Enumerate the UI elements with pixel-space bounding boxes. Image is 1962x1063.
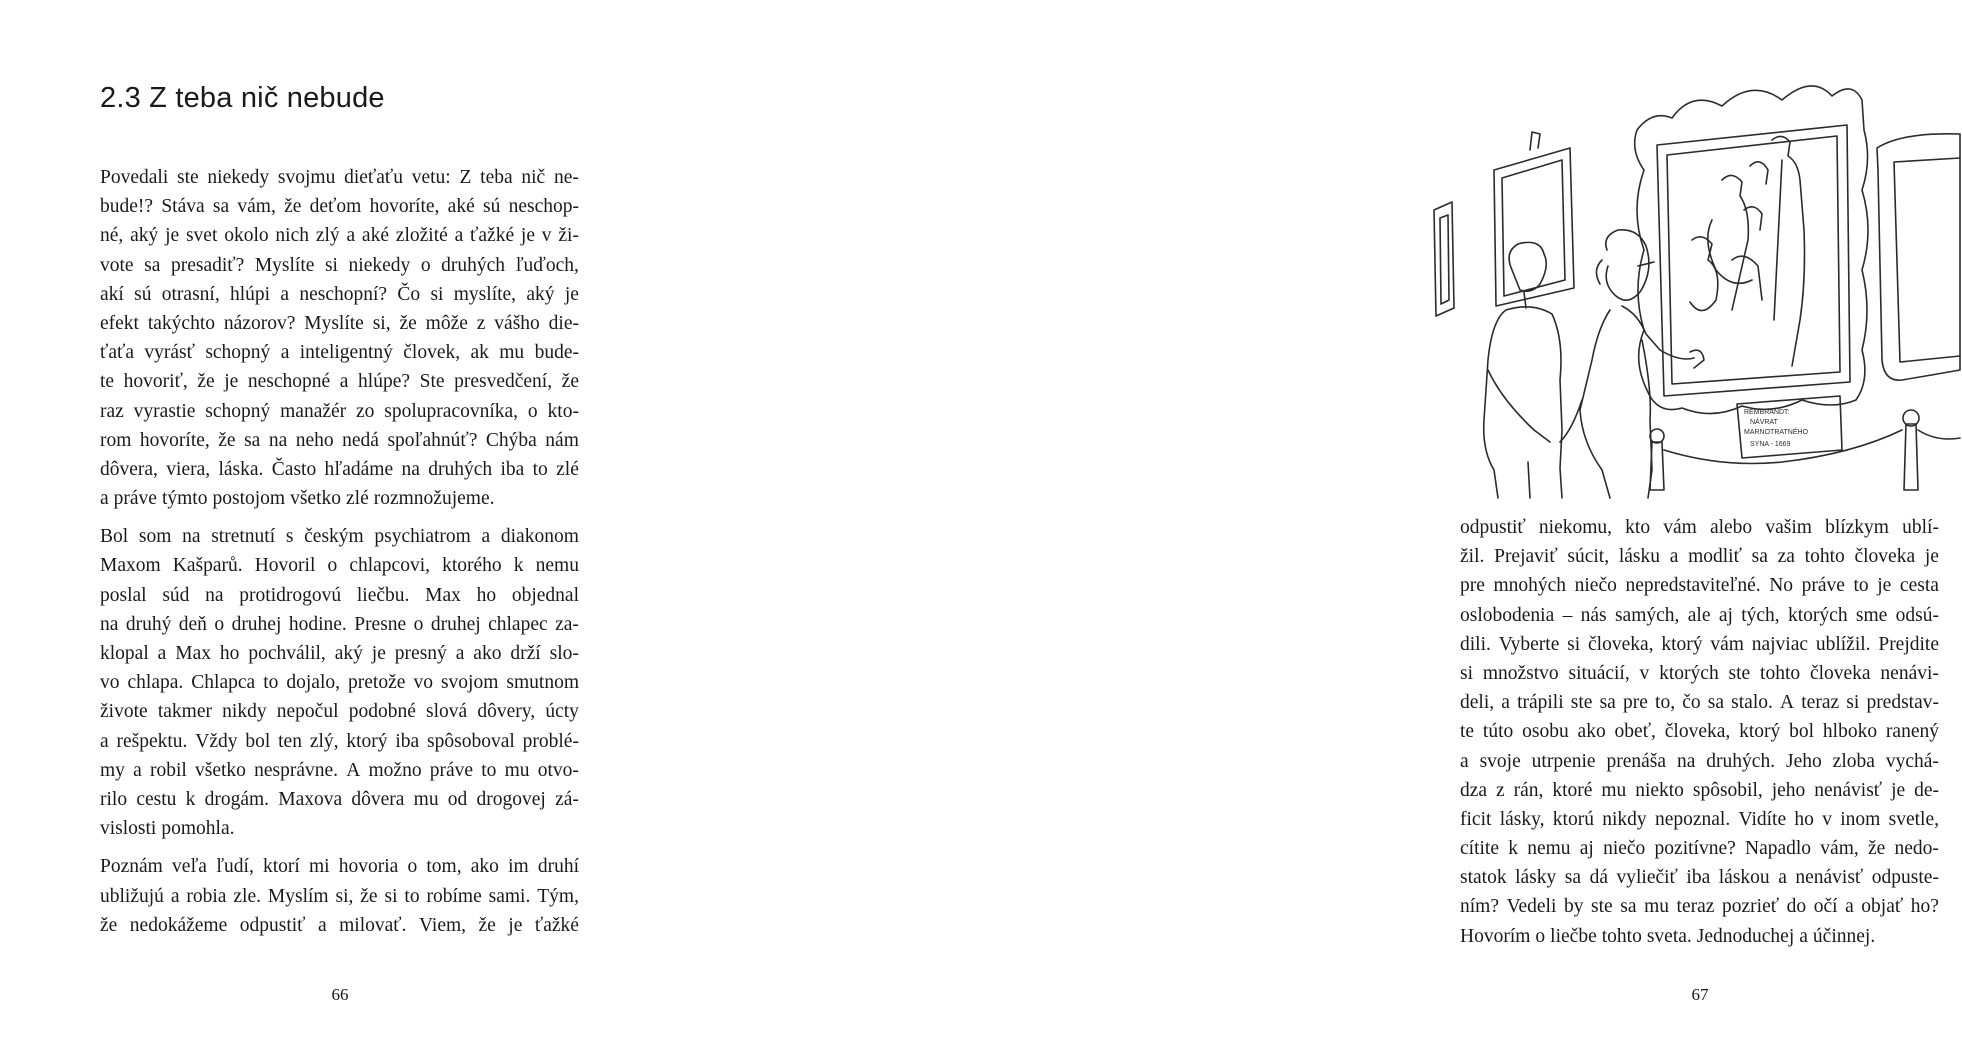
text-line: akí sú otrasní, hlúpi a neschopní? Čo si myslíte, aký je: [100, 283, 579, 305]
text-line: ťaťa vyrásť schopný a inteligentný človek, ak mu bude-: [100, 342, 579, 364]
text-line: vote sa presadiť? Myslíte si niekedy o druhých ľuďoch,: [100, 254, 579, 276]
text-line: si množstvo situácií, v ktorých ste tohto človeka nenávi-: [1460, 662, 1939, 684]
text-line: te hovoriť, že je neschopné a hlúpe? Ste presvedčení, že: [100, 371, 579, 393]
text-line: rilo cestu k drogám. Maxova dôvera mu od drogovej zá-: [100, 788, 579, 810]
text-line: poslal súd na protidrogovú liečbu. Max ho objednal: [100, 584, 579, 606]
text-line: vo chlapa. Chlapca to dojalo, pretože vo svojom smutnom: [100, 672, 579, 694]
text-line: dôvera, viera, láska. Často hľadáme na druhých iba to zlé: [100, 458, 579, 480]
painting-label-line: MARNOTRATNÉHO: [1744, 429, 1809, 436]
text-line: ním? Vedeli by ste sa mu teraz pozrieť do očí a objať ho?: [1460, 896, 1939, 918]
page-number-left: 66: [331, 985, 349, 1004]
text-line: statok lásky sa dá vyliečiť iba láskou a nenávisť odpuste-: [1460, 867, 1939, 889]
text-line: a svoje utrpenie prenáša na druhých. Jeho zloba vychá-: [1460, 750, 1939, 772]
left-body-text: [100, 163, 579, 949]
text-line: dili. Vyberte si človeka, ktorý vám najviac ublížil. Prejdite: [1460, 633, 1939, 655]
text-line: vislosti pomohla.: [100, 818, 235, 840]
page-number-right: 67: [1691, 985, 1709, 1004]
text-line: Povedali ste niekedy svojmu dieťaťu vetu: Z teba nič ne-: [100, 167, 579, 188]
text-line: a práve týmto postojom všetko zlé rozmnožujeme.: [100, 488, 495, 510]
text-line: Hovorím o liečbe tohto sveta. Jednoduchej a účinnej.: [1460, 925, 1876, 947]
painting-label-line: REMBRANDT:: [1744, 409, 1790, 416]
text-line: žil. Prejaviť súcit, lásku a modliť sa za tohto človeka je: [1460, 546, 1939, 568]
text-line: odpustiť niekomu, kto vám alebo vašim blízkym ublí-: [1460, 517, 1939, 538]
left-page: [0, 0, 680, 1063]
text-line: Maxom Kašparů. Hovoril o chlapcovi, ktorého k nemu: [100, 555, 579, 577]
text-line: deli, a trápili ste sa pre to, čo sa stalo. A teraz si predstav-: [1460, 692, 1939, 714]
text-line: ficit lásky, ktorú nikdy nepoznal. Vidíte ho v inom svetle,: [1460, 808, 1939, 830]
text-line: ubližujú a robia zle. Myslím si, že si to robíme sami. Tým,: [100, 885, 579, 907]
paragraph: [1460, 513, 1939, 951]
painting-label-line: NÁVRAT: [1750, 419, 1778, 426]
right-page: [680, 0, 1939, 1063]
text-line: Poznám veľa ľudí, ktorí mi hovoria o tom, ako im druhí: [100, 856, 579, 878]
text-line: na druhý deň o druhej hodine. Presne o druhej chlapec za-: [100, 613, 579, 635]
text-line: dza z rán, ktoré mu niekto spôsobil, jeho nenávisť je de-: [1460, 779, 1939, 801]
text-line: a rešpektu. Vždy bol ten zlý, ktorý iba spôsoboval problé-: [100, 730, 579, 752]
text-line: oslobodenia – nás samých, ale aj tých, ktorých sme odsú-: [1460, 604, 1939, 626]
right-body-text: [1460, 513, 1939, 960]
museum-couple-painting-illustration: [1432, 70, 1962, 500]
painting-label-line: SYNA - 1669: [1750, 441, 1791, 448]
text-line: te túto osobu ako obeť, človeka, ktorý bol hlboko ranený: [1460, 721, 1939, 743]
text-line: Bol som na stretnutí s českým psychiatrom a diakonom: [100, 526, 579, 548]
text-line: živote takmer nikdy nepočul podobné slová dôvery, úcty: [100, 701, 579, 723]
text-line: klopal a Max ho pochválil, aký je presný a ako drží slo-: [100, 643, 579, 664]
text-line: my a robil všetko nesprávne. A možno práve to mu otvo-: [100, 759, 579, 781]
text-line: že nedokážeme odpustiť a milovať. Viem, že je ťažké: [100, 914, 579, 936]
text-line: raz vyrastie schopný manažér zo spolupracovníka, o kto-: [100, 400, 579, 422]
text-line: rom hovoríte, že sa na neho nedá spoľahnúť? Chýba nám: [100, 429, 579, 451]
paragraph: [100, 852, 579, 940]
chapter-heading: 2.3 Z teba nič nebude: [100, 82, 385, 114]
text-line: pre mnohých niečo nepredstaviteľné. No práve to je cesta: [1460, 575, 1939, 597]
text-line: efekt takýchto názorov? Myslíte si, že môže z vášho die-: [100, 312, 579, 334]
paragraph: [100, 522, 579, 843]
text-line: né, aký je svet okolo nich zlý a aké zložité a ťažké je v ži-: [100, 225, 579, 247]
text-line: cítite k nemu aj niečo pozitívne? Napadlo vám, že nedo-: [1460, 838, 1939, 860]
paragraph: [100, 163, 579, 513]
text-line: bude!? Stáva sa vám, že deťom hovoríte, aké sú neschop-: [100, 196, 579, 218]
